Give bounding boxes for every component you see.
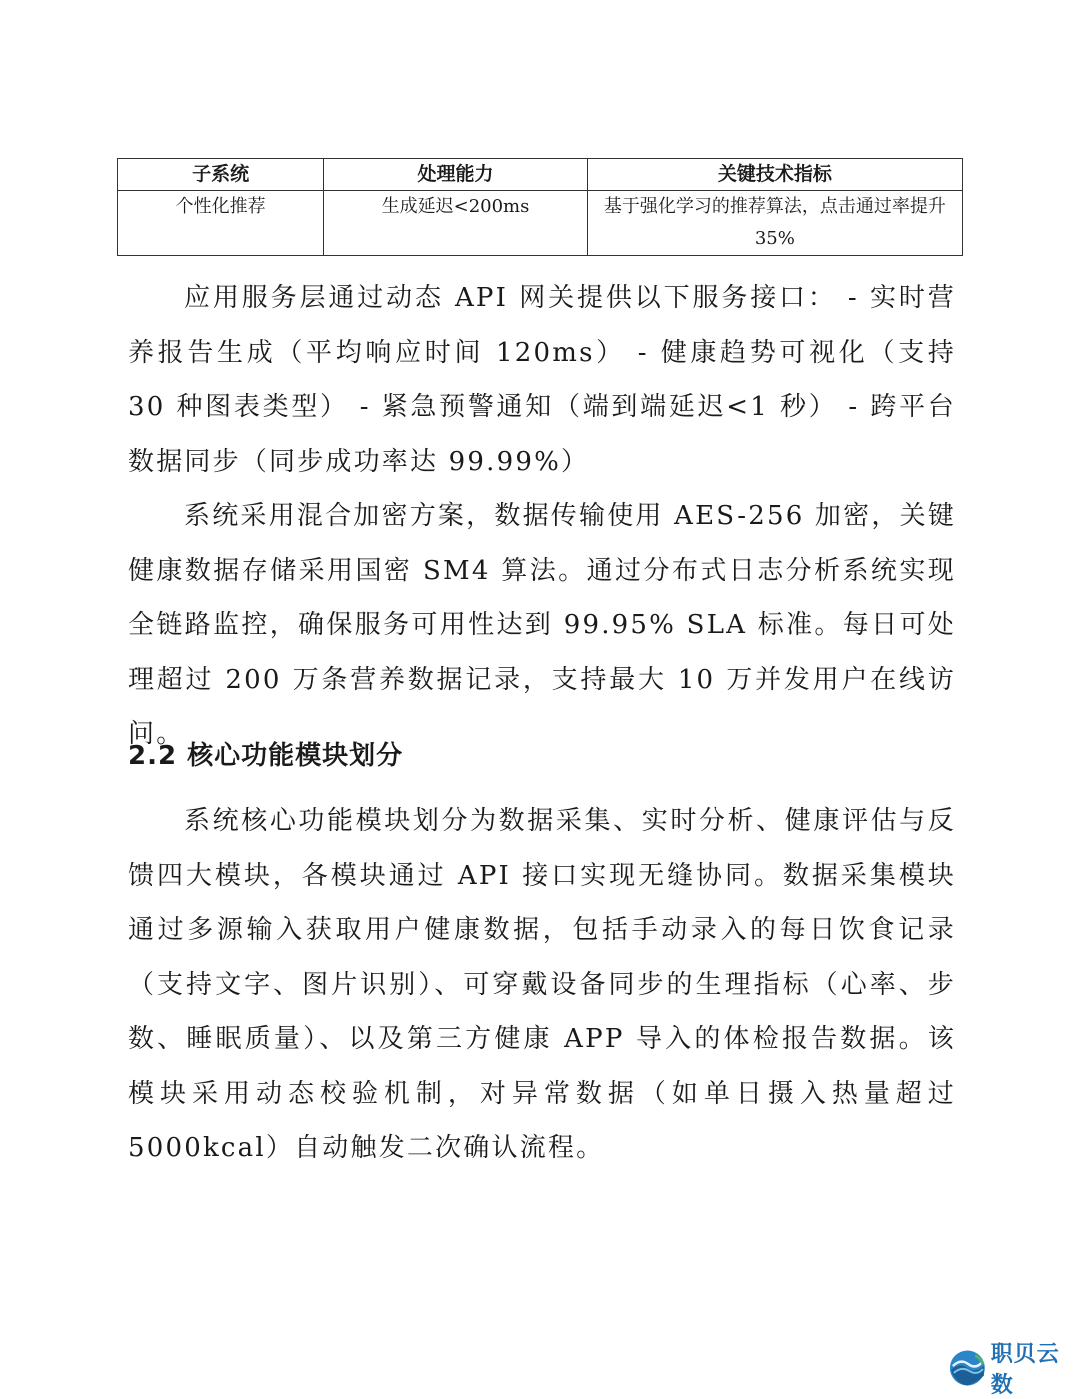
paragraph-service-interfaces: 应用服务层通过动态 API 网关提供以下服务接口： - 实时营养报告生成（平均响应时间 120ms） - 健康趋势可视化（支持 30 种图表类型） - 紧急预警通知（端到端延迟<1 秒） - 跨平台数据同步（同步成功率达 99.99%） bbox=[128, 283, 956, 477]
table-header-cell: 子系统 bbox=[118, 159, 324, 191]
spec-table bbox=[117, 158, 963, 256]
table-header-row bbox=[118, 159, 963, 191]
table-cell: 基于强化学习的推荐算法，点击通过率提升 35% bbox=[587, 191, 962, 256]
table-header-cell: 关键技术指标 bbox=[587, 159, 962, 191]
wave-logo-icon bbox=[948, 1348, 987, 1388]
table-cell: 个性化推荐 bbox=[118, 191, 324, 256]
table-header-cell: 处理能力 bbox=[324, 159, 587, 191]
section-heading: 2.2 核心功能模块划分 bbox=[128, 741, 404, 771]
table-cell: 生成延迟<200ms bbox=[324, 191, 587, 256]
table-row bbox=[118, 191, 963, 256]
paragraph-core-modules: 系统核心功能模块划分为数据采集、实时分析、健康评估与反馈四大模块，各模块通过 API 接口实现无缝协同。数据采集模块通过多源输入获取用户健康数据，包括手动录入的每日饮食记录（支持文字、图片识别）、可穿戴设备同步的生理指标（心率、步数、睡眠质量）、以及第三方健康 APP 导入的体检报告数据。该模块采用动态校验机制，对异常数据（如单日摄入热量超过 5000kcal）自动触发二次确认流程。 bbox=[128, 806, 956, 1163]
paragraph-encryption: 系统采用混合加密方案，数据传输使用 AES-256 加密，关键健康数据存储采用国密 SM4 算法。通过分布式日志分析系统实现全链路监控，确保服务可用性达到 99.95% SLA 标准。每日可处理超过 200 万条营养数据记录，支持最大 10 万并发用户在线访问。 bbox=[128, 501, 956, 749]
watermark-logo bbox=[948, 1342, 1080, 1398]
watermark-text: 职贝云数 bbox=[990, 1342, 1060, 1398]
